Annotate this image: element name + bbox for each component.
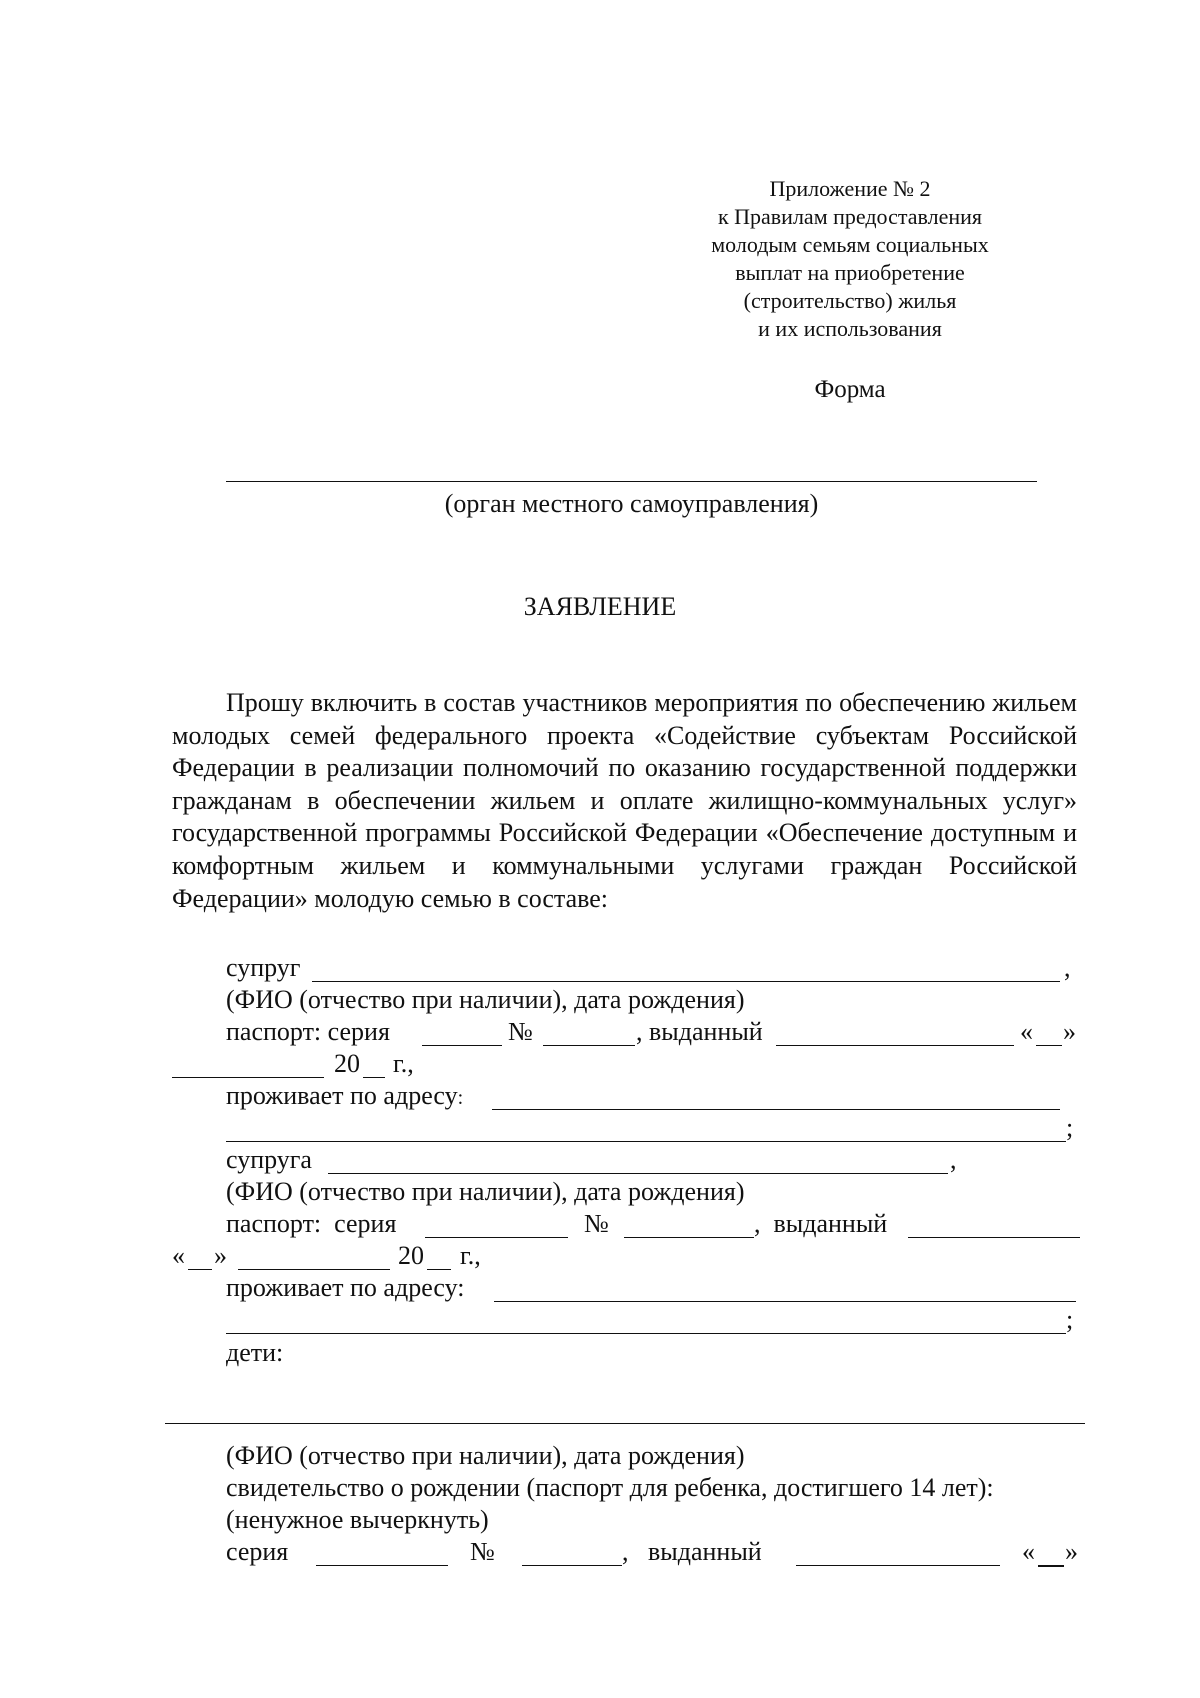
spouse-m-year-label: 20 (334, 1049, 360, 1078)
spouse-f-passport-series-field[interactable] (425, 1237, 568, 1238)
spouse-m-address-colon: : (457, 1087, 464, 1109)
appendix-line: Приложение № 2 (769, 176, 931, 201)
appendix-line: молодым семьям социальных (711, 232, 989, 257)
spouse-f-number-sign: № (584, 1209, 609, 1238)
children-day-field[interactable] (1038, 1565, 1064, 1567)
spouse-f-passport-label: паспорт: серия (226, 1209, 397, 1238)
spouse-f-address-label: проживает по адресу: (226, 1273, 465, 1302)
spouse-f-comma: , (950, 1145, 957, 1174)
children-issued-by-field[interactable] (796, 1565, 1000, 1566)
spouse-m-issued-label: , выданный (636, 1017, 763, 1046)
children-number-sign: № (470, 1537, 495, 1566)
appendix-line: выплат на приобретение (735, 260, 965, 285)
form-label: Форма (814, 376, 886, 403)
children-series-label: серия (226, 1537, 289, 1566)
children-number-field[interactable] (522, 1565, 622, 1566)
spouse-f-name-field[interactable] (328, 1173, 948, 1174)
spouse-m-address-field-1[interactable] (492, 1109, 1060, 1110)
spouse-m-quote-close: » (1063, 1017, 1076, 1046)
spouse-f-address-field-1[interactable] (494, 1301, 1076, 1302)
appendix-line: к Правилам предоставления (717, 204, 983, 229)
spouse-f-month-field[interactable] (238, 1269, 390, 1270)
children-label: дети: (226, 1338, 284, 1367)
children-name-field[interactable] (165, 1423, 1085, 1424)
spouse-m-number-sign: № (508, 1017, 533, 1046)
children-fio-caption: (ФИО (отчество при наличии), дата рождения) (226, 1441, 745, 1470)
spouse-f-issued-label: , выданный (754, 1209, 888, 1238)
appendix-line: (строительство) жилья (743, 288, 957, 313)
spouse-m-name-field[interactable] (312, 981, 1060, 982)
appendix-line: и их использования (758, 316, 942, 341)
spouse-m-fio-caption: (ФИО (отчество при наличии), дата рождения) (226, 985, 745, 1014)
children-strike-note: (ненужное вычеркнуть) (226, 1505, 489, 1534)
children-quote-close: » (1065, 1537, 1078, 1566)
spouse-f-year-label: 20 (398, 1241, 424, 1270)
authority-input-line[interactable] (226, 481, 1037, 482)
spouse-m-address-text: проживает по адресу (226, 1081, 458, 1110)
spouse-m-passport-label: паспорт: серия (226, 1017, 390, 1046)
children-certificate-label: свидетельство о рождении (паспорт для ребенка, достигшего 14 лет): (226, 1473, 994, 1502)
spouse-m-semicolon: ; (1066, 1113, 1074, 1142)
spouse-f-passport-number-field[interactable] (624, 1237, 754, 1238)
spouse-m-month-field[interactable] (172, 1077, 324, 1078)
spouse-f-semicolon: ; (1066, 1305, 1074, 1334)
spouse-f-quote-open: « (172, 1241, 185, 1270)
spouse-m-label: супруг (226, 953, 301, 982)
spouse-m-issued-by-field[interactable] (776, 1045, 1014, 1046)
spouse-m-comma: , (1064, 953, 1071, 982)
spouse-f-day-field[interactable] (188, 1269, 212, 1270)
spouse-m-address-field-2[interactable] (226, 1141, 1066, 1142)
spouse-f-address-field-2[interactable] (226, 1333, 1066, 1334)
children-series-field[interactable] (316, 1565, 448, 1566)
spouse-m-passport-number-field[interactable] (543, 1045, 635, 1046)
spouse-m-quote-open: « (1020, 1017, 1033, 1046)
spouse-m-year-field[interactable] (363, 1077, 385, 1078)
spouse-m-address-label (226, 1080, 463, 1114)
spouse-f-year-suffix: г., (460, 1241, 481, 1270)
appendix-header (660, 175, 1040, 343)
spouse-m-year-suffix: г., (393, 1049, 414, 1078)
spouse-m-day-field[interactable] (1036, 1045, 1062, 1046)
spouse-f-issued-by-field[interactable] (908, 1237, 1080, 1238)
document-title: ЗАЯВЛЕНИЕ (523, 592, 677, 621)
spouse-f-quote-close: » (214, 1241, 227, 1270)
spouse-m-passport-series-field[interactable] (422, 1045, 502, 1046)
intro-paragraph: Прошу включить в состав участников мероприятия по обеспечению жильем молодых семей федерального проекта «Содействие субъектам Российской Федерации в реализации полномочий по оказанию государственной поддержки гражданам в обеспечении жильем и оплате жилищно-коммунальных услуг» государственной программы Российской Федерации «Обеспечение доступным и комфортным жильем и коммунальными услугами граждан Российской Федерации» молодую семью в составе: (172, 688, 1077, 913)
spouse-f-label: супруга (226, 1145, 312, 1174)
authority-caption: (орган местного самоуправления) (444, 489, 819, 518)
spouse-f-year-field[interactable] (427, 1269, 451, 1270)
children-quote-open: « (1022, 1537, 1035, 1566)
spouse-f-fio-caption: (ФИО (отчество при наличии), дата рождения) (226, 1177, 745, 1206)
children-issued-label: , выданный (622, 1537, 762, 1566)
